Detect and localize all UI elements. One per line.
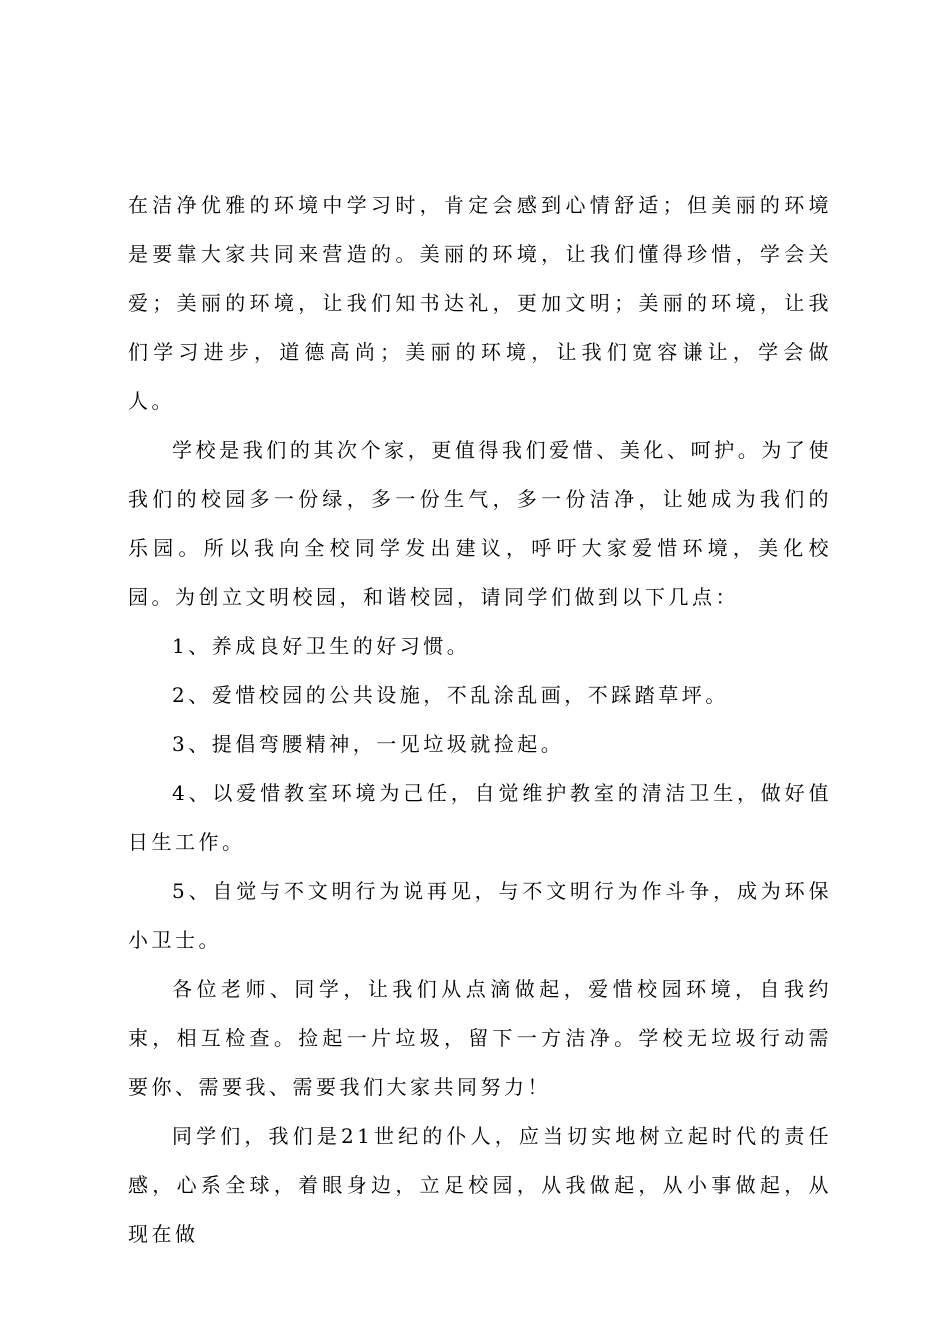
paragraph-closing: 同学们，我们是21世纪的仆人，应当切实地树立起时代的责任感，心系全球，着眼身边，立足校园，从我做起，从小事做起，从现在做 [128,1124,832,1246]
list-item-2: 2、爱惜校园的公共设施，不乱涂乱画，不踩踏草坪。 [172,683,729,707]
document-body [128,181,832,1259]
list-item-5: 5、自觉与不文明行为说再见，与不文明行为作斗争，成为环保小卫士。 [128,879,832,952]
paragraph-environment-intro: 在洁净优雅的环境中学习时，肯定会感到心情舒适；但美丽的环境是要靠大家共同来营造的。美丽的环境，让我们懂得珍惜，学会关爱；美丽的环境，让我们知书达礼，更加文明；美丽的环境，让我们学习进步，道德高尚；美丽的环境，让我们宽容谦让，学会做人。 [128,193,832,413]
list-item-1: 1、养成良好卫生的好习惯。 [172,634,471,658]
paragraph-call-to-action: 各位老师、同学，让我们从点滴做起，爱惜校园环境，自我约束，相互检查。捡起一片垃圾，留下一方洁净。学校无垃圾行动需要你、需要我、需要我们大家共同努力！ [128,977,832,1099]
paragraph-school-home: 学校是我们的其次个家，更值得我们爱惜、美化、呵护。为了使我们的校园多一份绿，多一份生气，多一份洁净，让她成为我们的乐园。所以我向全校同学发出建议，呼吁大家爱惜环境，美化校园。为创立文明校园，和谐校园，请同学们做到以下几点： [128,438,832,609]
list-item-3: 3、提倡弯腰精神，一见垃圾就捡起。 [172,732,565,756]
list-item-4: 4、以爱惜教室环境为己任，自觉维护教室的清洁卫生，做好值日生工作。 [128,781,832,854]
